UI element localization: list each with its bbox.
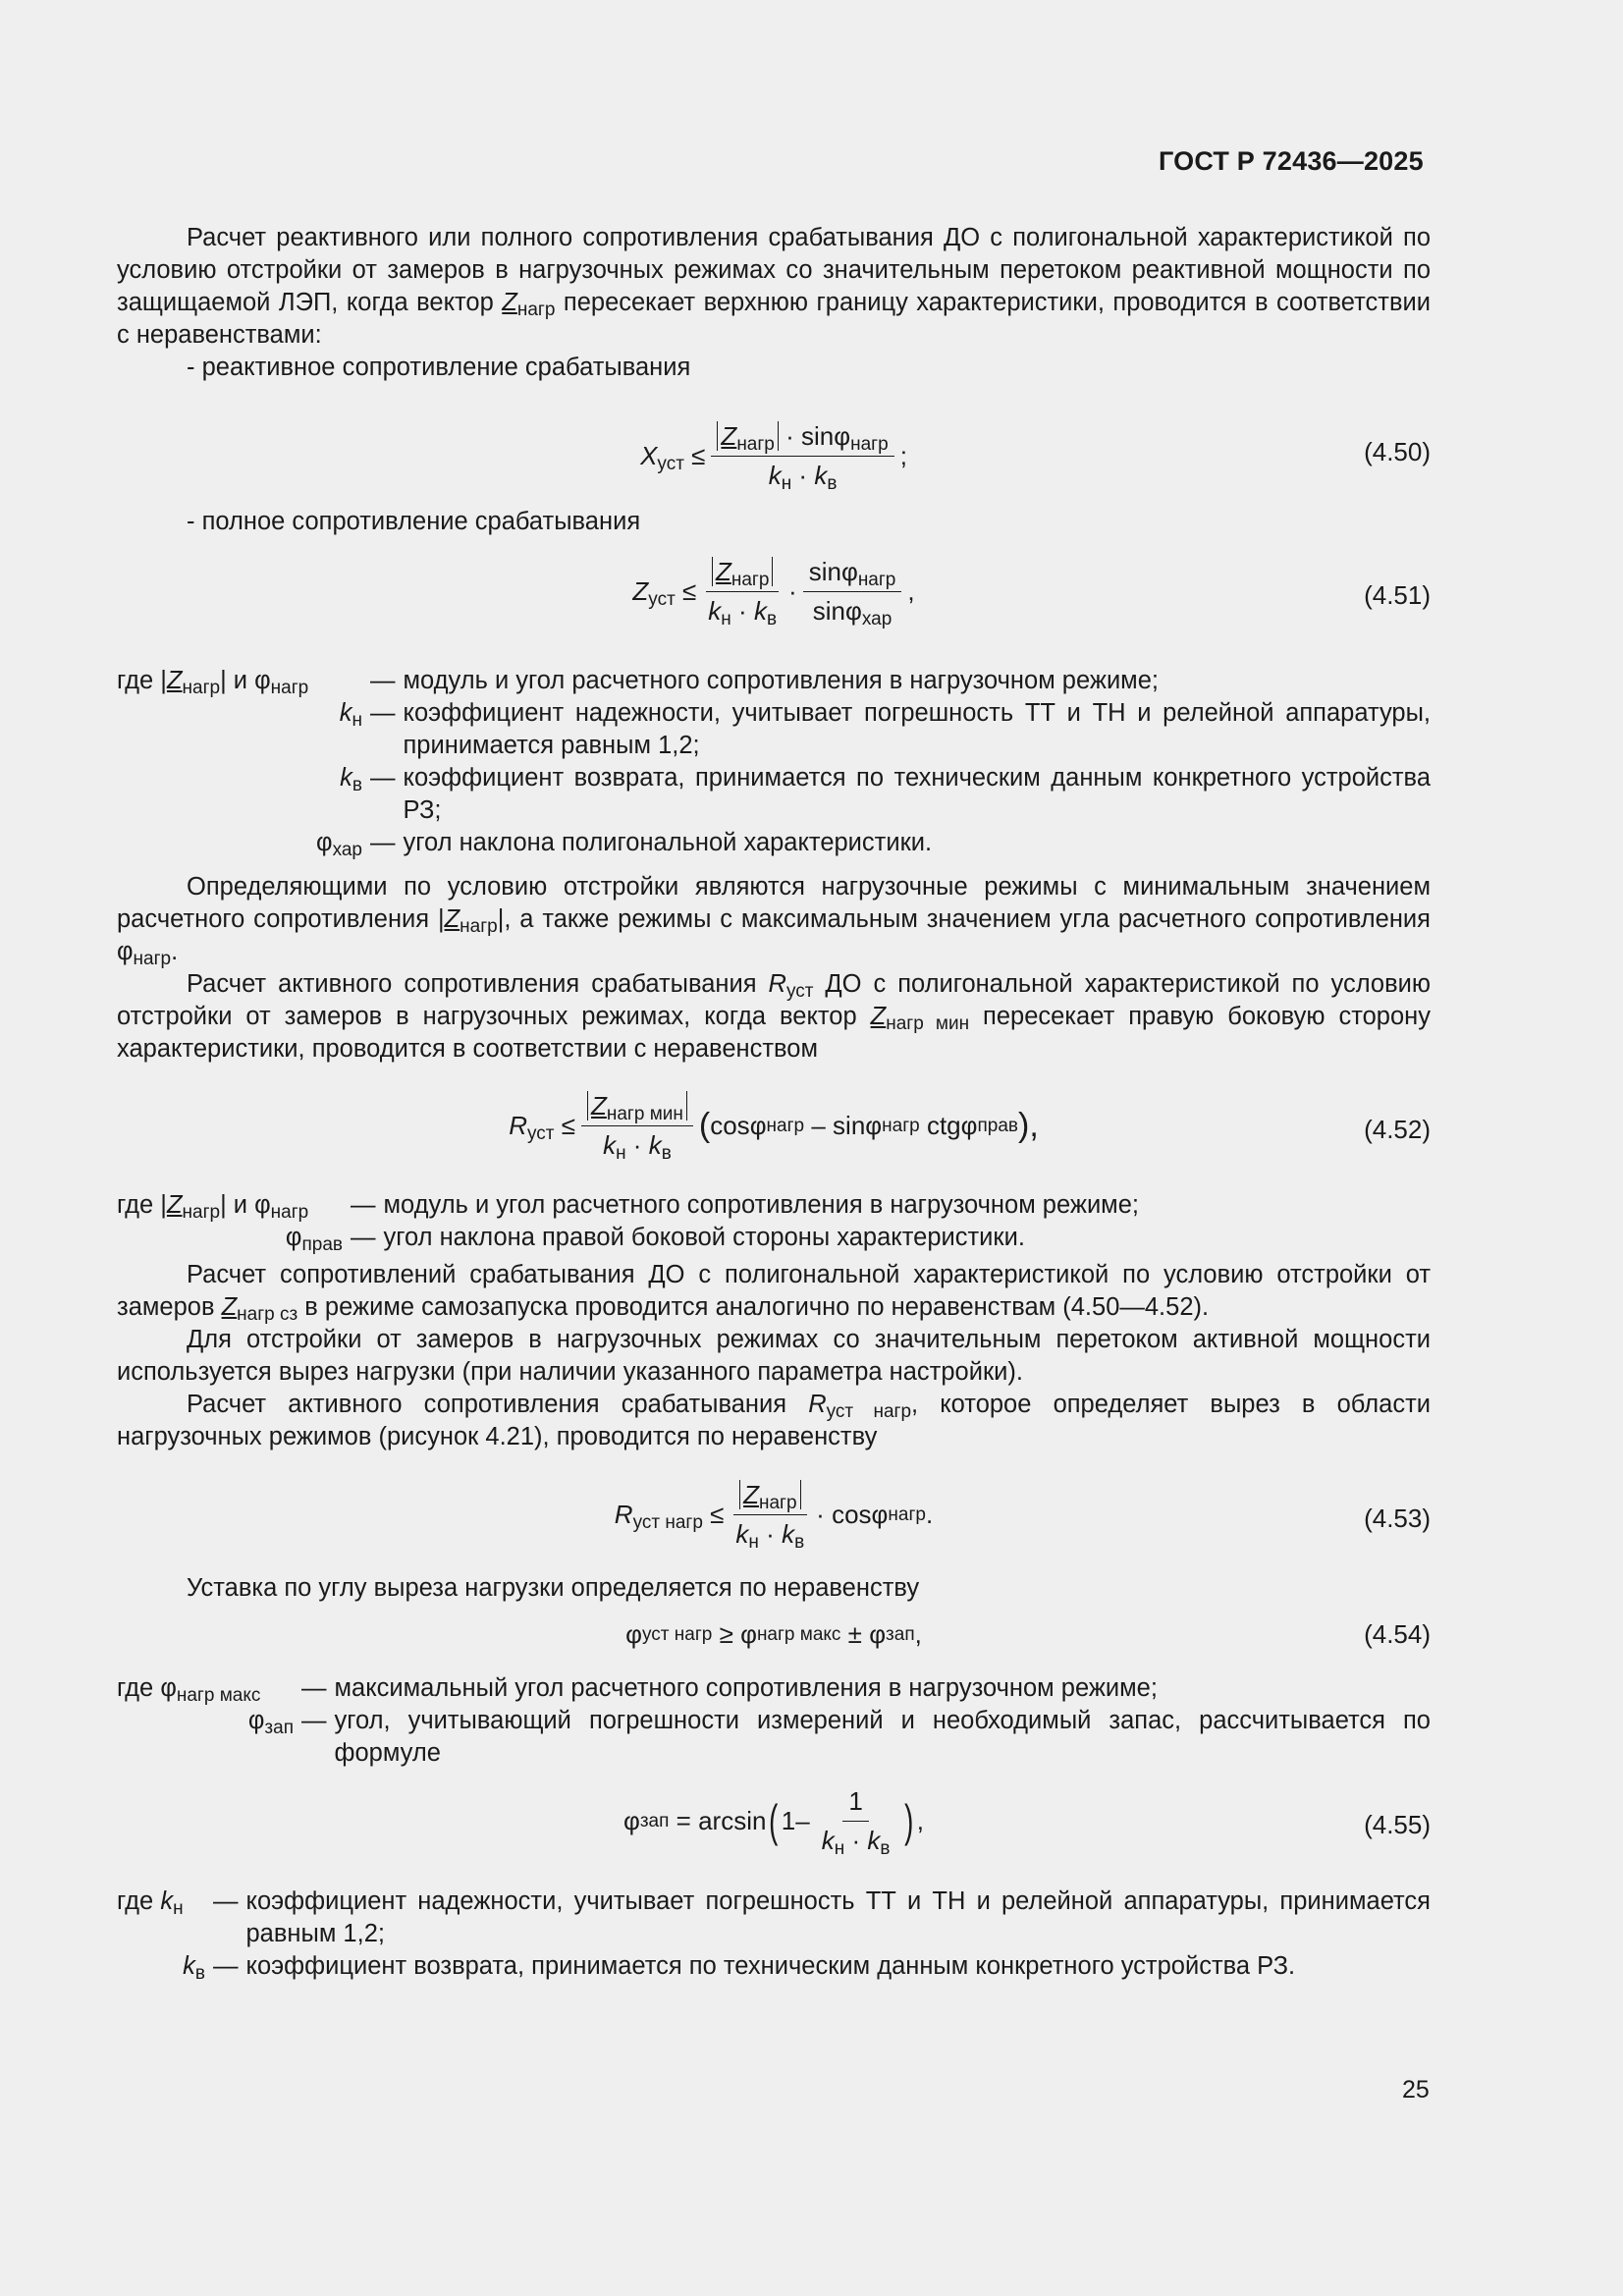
formula-4-55: φ зап = arcsin ( 1 – $\frac{1}{k_н \cdot k_в}$ ) , (4.55) <box>622 1786 1431 1859</box>
definition-item: $k_в$ — коэффициент возврата, принимается по техническим данным конкретного устройства РЗ; <box>340 764 1431 824</box>
list-item-reactive: - реактивное сопротивление срабатывания <box>187 354 691 381</box>
formula-4-51: $Z_{уст}$ ≤ $\frac{Z_{нагр}}{k_н \cdot k_в}$ · $\frac{\sin\varphi_{нагр}}{\sin\varphi_{хар}}$ , (4.51) <box>632 557 1431 629</box>
definition-item: где $|Z_{нагр}|$ и $\varphi_{нагр}$ — модуль и угол расчетного сопротивления в нагрузочном режиме; <box>117 667 1159 698</box>
intro-paragraph: Расчет реактивного или полного сопротивления срабатывания ДО с полигональной характеристикой по условию отстройки от замеров в нагрузочных режимах со значительным перетоком реактивной мощности по защищаемой ЛЭП, когда вектор $Z_{нагр}$ пересекает верхнюю границу характеристики, проводится в соответствии с неравенствами: <box>117 224 1431 349</box>
formula-number: (4.53) <box>1364 1503 1431 1533</box>
definition-item: где $k_н$ — коэффициент надежности, учитывает погрешность ТТ и ТН и релейной аппаратуры, принимается равным 1,2; <box>117 1887 1431 1947</box>
page-number: 25 <box>1402 2076 1430 2104</box>
definitions-4 <box>117 1886 1431 1983</box>
paragraph-load-cut-resistance: Расчет активного сопротивления срабатывания $R_{уст нагр}$, которое определяет вырез в области нагрузочных режимов (рисунок 4.21), проводится по неравенству <box>117 1391 1431 1450</box>
paragraph-load-cut: Для отстройки от замеров в нагрузочных режимах со значительным перетоком активной мощности используется вырез нагрузки (при наличии указанного параметра настройки). <box>117 1326 1431 1386</box>
definition-item: $\varphi_{прав}$ — угол наклона правой боковой стороны характеристики. <box>285 1224 1025 1255</box>
formula-number: (4.50) <box>1364 437 1431 466</box>
definition-item: $\varphi_{хар}$ — угол наклона полигональной характеристики. <box>316 829 933 860</box>
formula-number: (4.55) <box>1364 1810 1431 1839</box>
formula-4-53: $R_{уст нагр}$ ≤ $\frac{Z_{нагр}}{k_н \cdot k_в}$ · cos φ нагр . (4.53) <box>614 1480 1431 1553</box>
paragraph-angle-setting: Уставка по углу выреза нагрузки определяется по неравенству <box>187 1574 920 1602</box>
formula-number: (4.51) <box>1364 580 1431 610</box>
definition-item: где $\varphi_{нагр макс}$ — максимальный угол расчетного сопротивления в нагрузочном режиме; <box>117 1674 1158 1706</box>
definition-item: $k_в$ — коэффициент возврата, принимается по техническим данным конкретного устройства РЗ. <box>183 1952 1296 1984</box>
definitions-1 <box>117 665 1431 859</box>
paragraph-block-4 <box>117 1572 1431 1605</box>
definitions-3 <box>117 1672 1431 1770</box>
paragraph-block-3 <box>117 1259 1431 1453</box>
formula-number: (4.54) <box>1364 1619 1431 1649</box>
definition-item: где $|Z_{нагр}|$ и $\varphi_{нагр}$ — модуль и угол расчетного сопротивления в нагрузочном режиме; <box>117 1191 1139 1223</box>
paragraph-determining: Определяющими по условию отстройки являются нагрузочные режимы с минимальным значением расчетного сопротивления $|Z_{нагр}|$, а также режимы с максимальным значением угла расчетного сопротивления $\varphi_{нагр}$. <box>117 873 1431 969</box>
formula-4-50: $X_{уст}$ ≤ $\frac{Z_{нагр} \cdot \sin\varphi_{нагр}}{k_н \cdot k_в}$ ; (4.50) <box>640 421 1431 494</box>
formula-4-54: φ уст нагр ≥ φ нагр макс ± φ зап , (4.54) <box>625 1619 1431 1649</box>
list-block-2 <box>117 506 1431 538</box>
definition-item: $\varphi_{зап}$ — угол, учитывающий погрешности измерений и необходимый запас, рассчитывается по формуле <box>247 1707 1431 1767</box>
definition-item: $k_н$ — коэффициент надежности, учитывает погрешность ТТ и ТН и релейной аппаратуры, принимается равным 1,2; <box>339 699 1431 759</box>
formula-number: (4.52) <box>1364 1115 1431 1144</box>
formula-4-52: $R_{уст}$ ≤ $\frac{Z_{нагр мин}}{k_н \cdot k_в}$ ( cos φ нагр – sin φ нагр ctg φ прав ), (4.52) <box>509 1091 1431 1164</box>
fraction: $\frac{Z_{нагр} \cdot \sin\varphi_{нагр}}{k_н \cdot k_в}$ <box>711 420 893 492</box>
list-item-full: - полное сопротивление срабатывания <box>187 508 641 535</box>
paragraph-active-resistance: Расчет активного сопротивления срабатывания $R_{уст}$ ДО с полигональной характеристикой по условию отстройки от замеров в нагрузочных режимах, когда вектор $Z_{нагр мин}$ пересекает правую боковую сторону характеристики, проводится в соответствии с неравенством <box>117 970 1431 1063</box>
definitions-2 <box>117 1189 1431 1254</box>
intro-block <box>117 222 1431 384</box>
paragraph-self-start: Расчет сопротивлений срабатывания ДО с полигональной характеристикой по условию отстройки от замеров $Z_{нагр сз}$ в режиме самозапуска проводится аналогично по неравенствам (4.50—4.52). <box>117 1261 1431 1325</box>
paragraph-block-2 <box>117 871 1431 1066</box>
document-code: ГОСТ Р 72436—2025 <box>1159 146 1424 176</box>
